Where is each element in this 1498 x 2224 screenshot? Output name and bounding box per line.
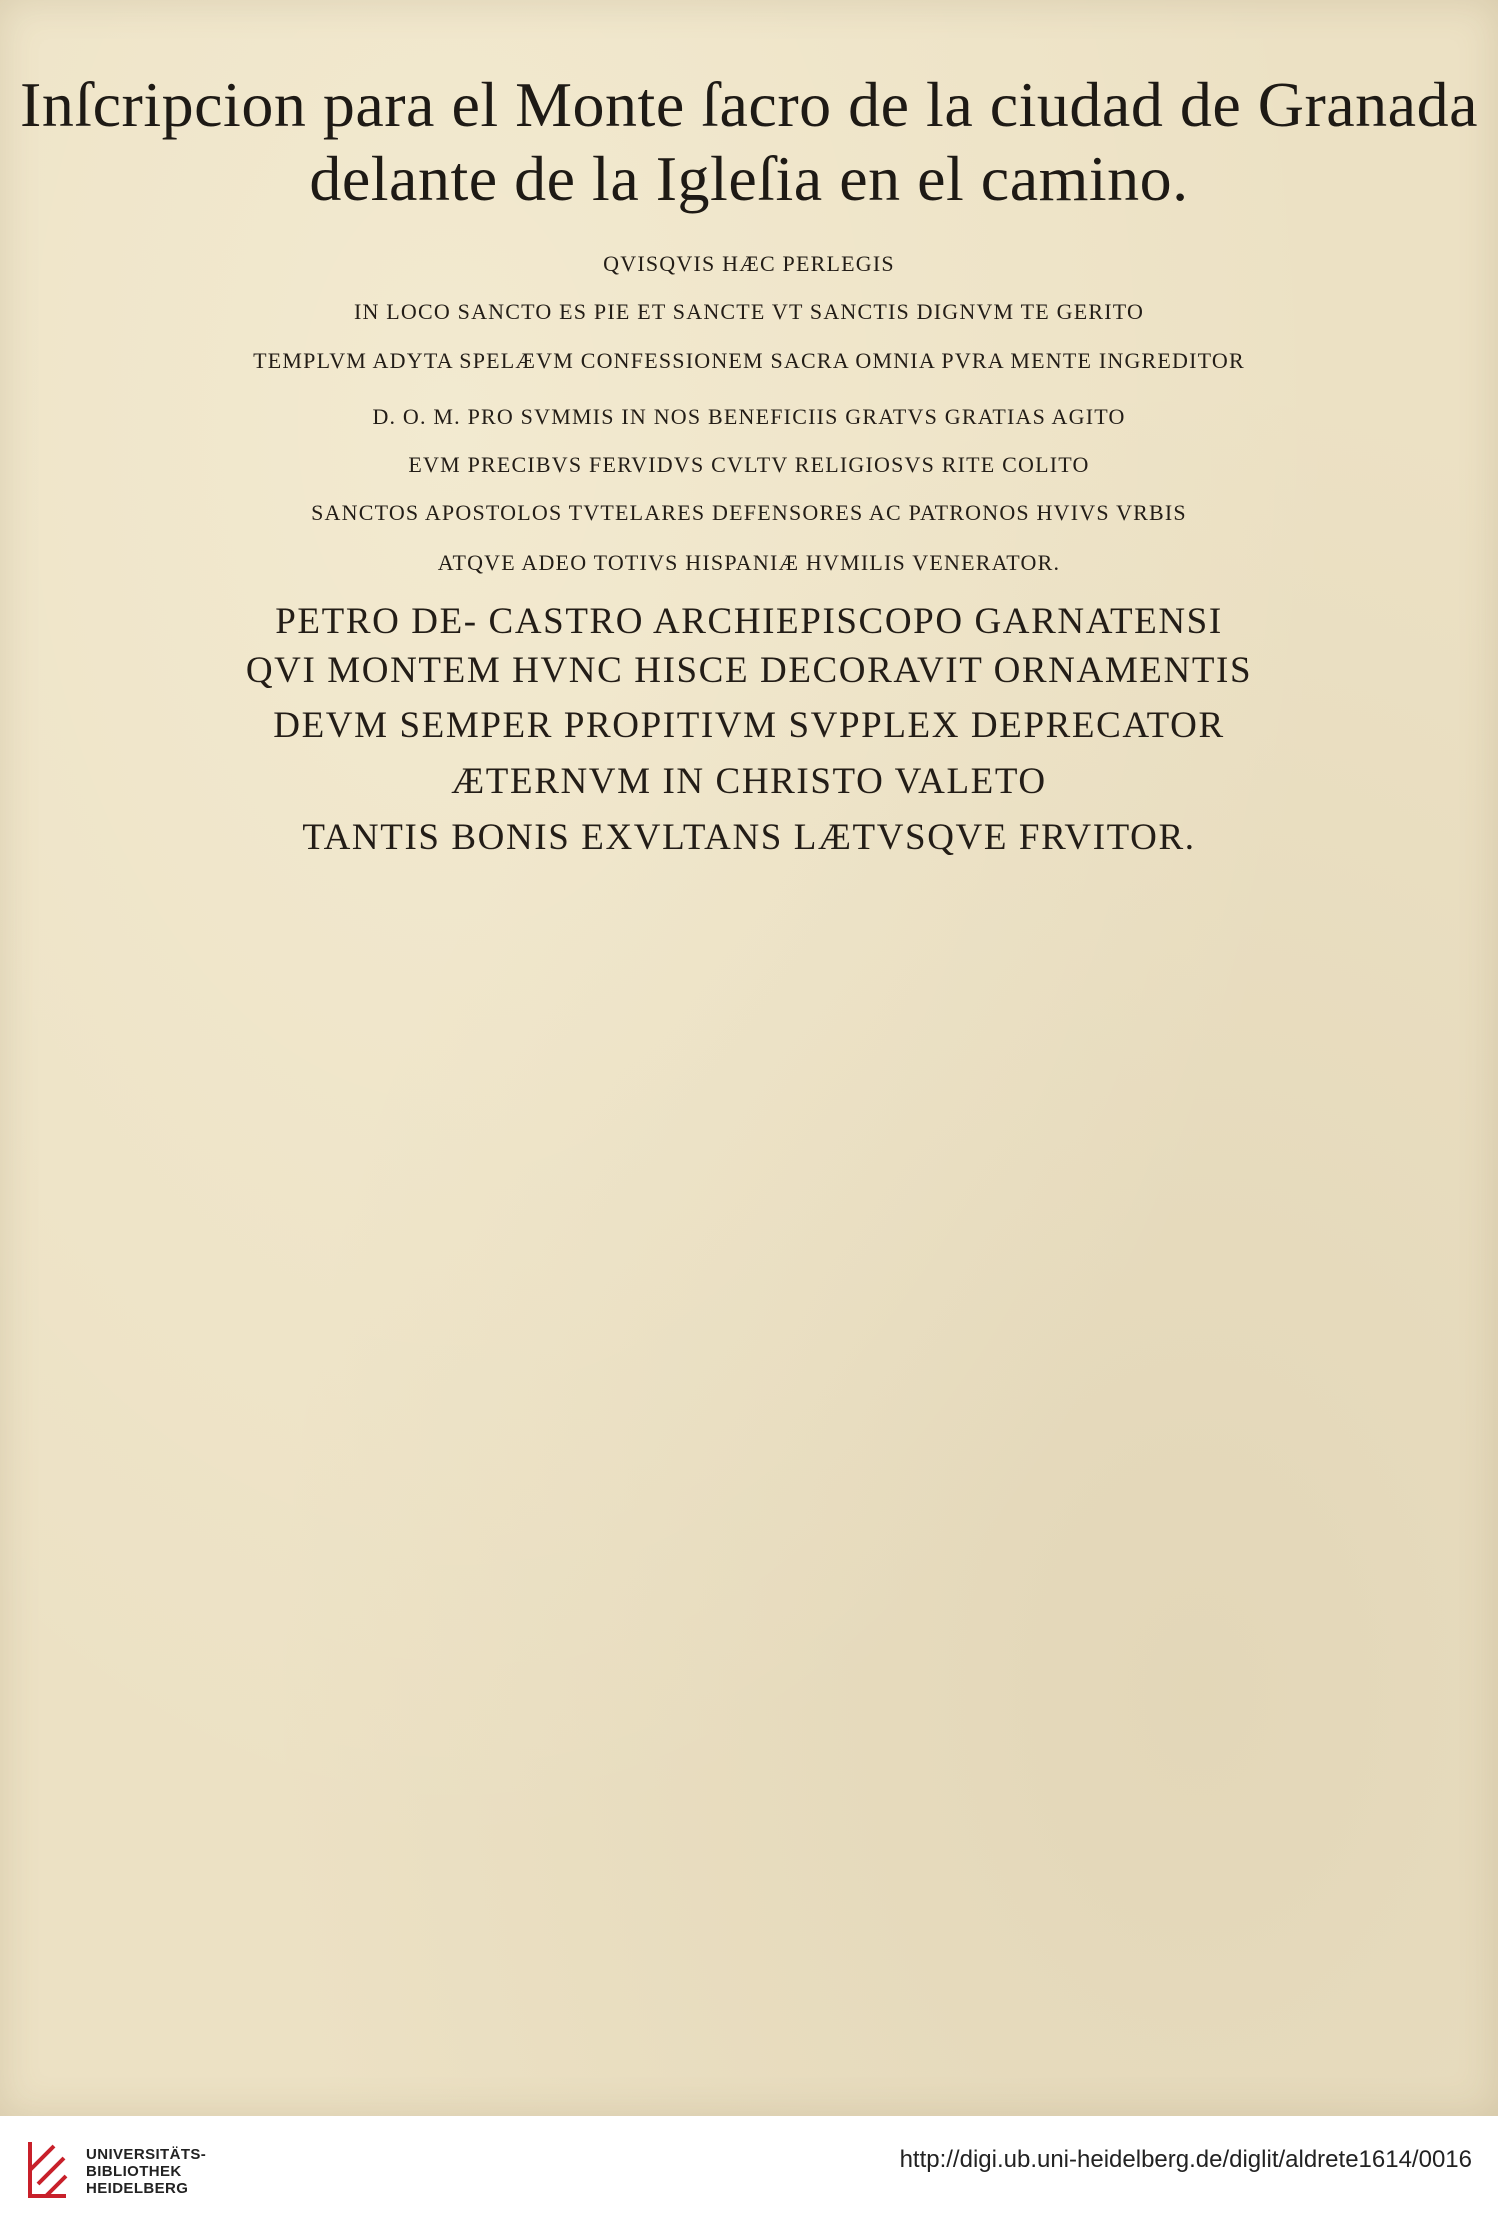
inscription-line-7: ATQVE ADEO TOTIVS HISPANIÆ HVMILIS VENERATOR. [437,550,1061,575]
title-line-2: delante de la Igleſia en el camino. [309,143,1189,214]
inscription-line-5: EVM PRECIBVS FERVIDVS CVLTV RELIGIOSVS RITE COLITO [408,452,1090,477]
dedication-line-1: PETRO DE- CASTRO ARCHIEPISCOPO GARNATENSI [275,601,1223,642]
title-line-1: Inſcripcion para el Monte ſacro de la ciudad de Granada [20,69,1478,140]
university-library-logo-icon [24,2138,72,2200]
source-url-link[interactable]: http://digi.ub.uni-heidelberg.de/diglit/aldrete1614/0016 [899,2146,1472,2173]
library-name [86,2146,206,2197]
dedication-line-3: DEVM SEMPER PROPITIVM SVPPLEX DEPRECATOR [273,705,1225,746]
inscription-line-2: IN LOCO SANCTO ES PIE ET SANCTE VT SANCTIS DIGNVM TE GERITO [353,299,1145,324]
inscription-line-6: SANCTOS APOSTOLOS TVTELARES DEFENSORES AC PATRONOS HVIVS VRBIS [311,500,1187,525]
inscription-line-1: QVISQVIS HÆC PERLEGIS [603,251,895,276]
footer-bar [0,2116,1498,2224]
library-name-line-3: HEIDELBERG [86,2180,189,2197]
inscription-line-3: TEMPLVM ADYTA SPELÆVM CONFESSIONEM SACRA OMNIA PVRA MENTE INGREDITOR [253,348,1245,373]
dedication-line-5: TANTIS BONIS EXVLTANS LÆTVSQVE FRVITOR. [302,817,1196,858]
dedication-line-4: ÆTERNVM IN CHRISTO VALETO [451,761,1047,802]
library-name-line-2: BIBLIOTHEK [86,2163,182,2180]
library-name-line-1: UNIVERSITÄTS- [86,2146,207,2163]
dedication-line-2: QVI MONTEM HVNC HISCE DECORAVIT ORNAMENTIS [245,650,1253,691]
inscription-line-4: D. O. M. PRO SVMMIS IN NOS BENEFICIIS GRATVS GRATIAS AGITO [372,404,1126,429]
